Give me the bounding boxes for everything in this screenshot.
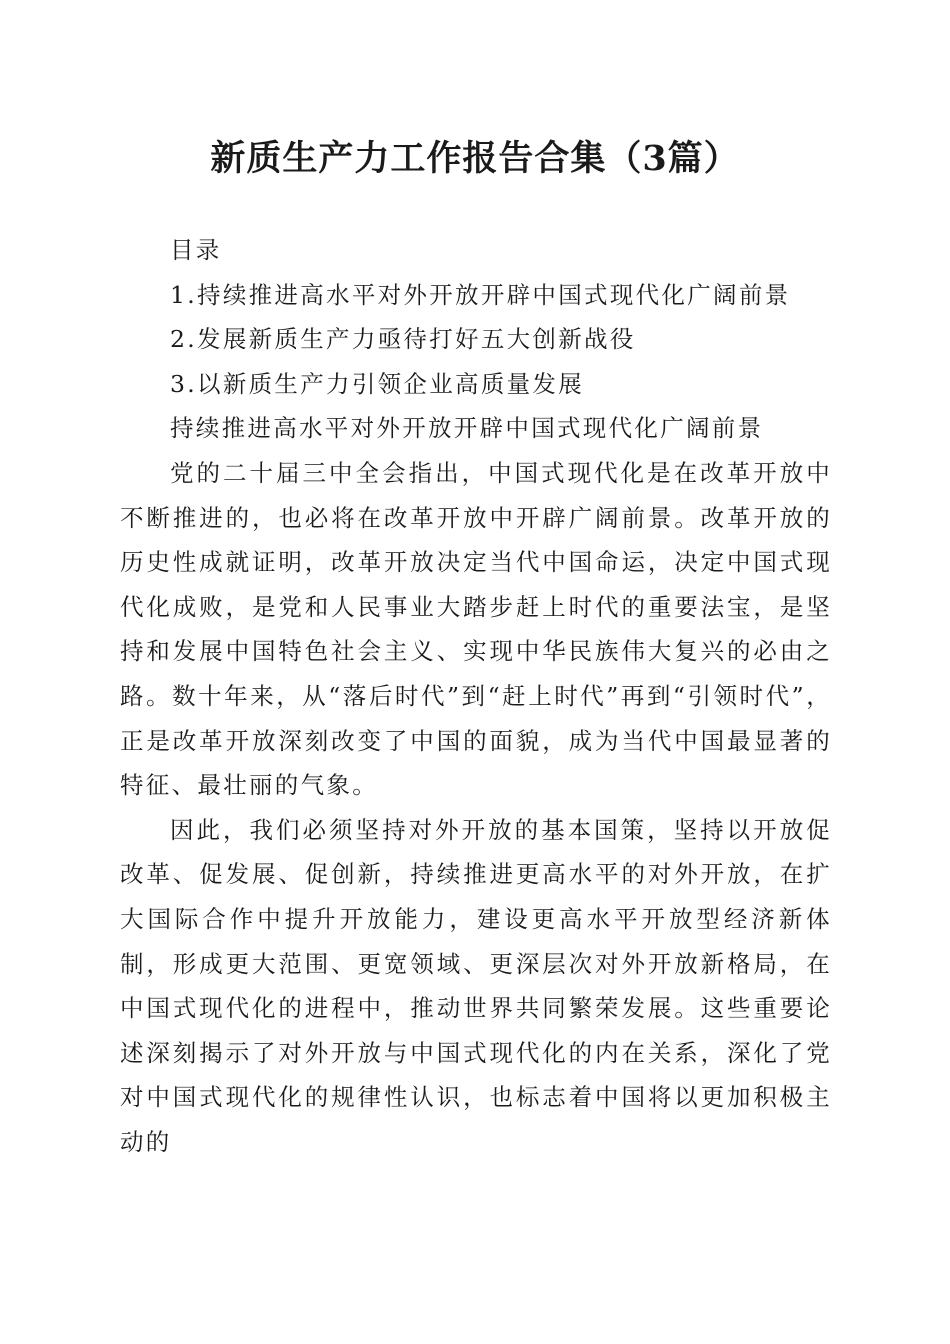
toc-item-1: 1.持续推进高水平对外开放开辟中国式现代化广阔前景 — [170, 280, 791, 309]
toc-item-2: 2.发展新质生产力亟待打好五大创新战役 — [170, 325, 636, 354]
document-body — [120, 228, 832, 1164]
body-paragraph-1: 党的二十届三中全会指出，中国式现代化是在改革开放中不断推进的，也必将在改革开放中开辟广阔前景。改革开放的历史性成就证明，改革开放决定当代中国命运，决定中国式现代化成败，是党和人民事业大踏步赶上时代的重要法宝，是坚持和发展中国特色社会主义、实现中华民族伟大复兴的必由之路。数十年来，从“落后时代”到“赶上时代”再到“引领时代”，正是改革开放深刻改变了中国的面貌，成为当代中国最显著的特征、最壮丽的气象。 — [120, 458, 832, 800]
section-title: 持续推进高水平对外开放开辟中国式现代化广阔前景 — [170, 414, 764, 443]
toc-heading: 目录 — [170, 236, 222, 264]
body-paragraph-2: 因此，我们必须坚持对外开放的基本国策，坚持以开放促改革、促发展、促创新，持续推进更高水平的对外开放，在扩大国际合作中提升开放能力，建设更高水平开放型经济新体制，形成更大范围、更宽领域、更深层次对外开放新格局，在中国式现代化的进程中，推动世界共同繁荣发展。这些重要论述深刻揭示了对外开放与中国式现代化的内在关系，深化了党对中国式现代化的规律性认识，也标志着中国将以更加积极主动的 — [120, 815, 832, 1156]
document-title: 新质生产力工作报告合集（3篇） — [210, 138, 740, 179]
toc-item-3: 3.以新质生产力引领企业高质量发展 — [170, 369, 585, 398]
